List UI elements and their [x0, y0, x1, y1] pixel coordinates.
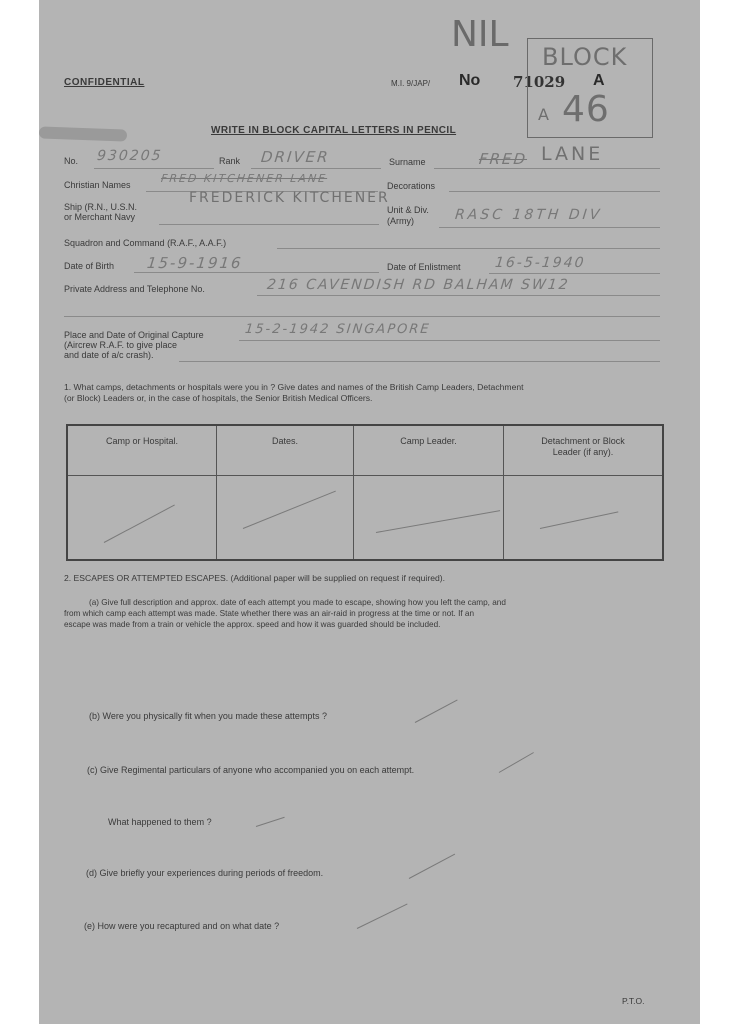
capture-label: Place and Date of Original Capture [64, 330, 204, 340]
no-label: No. [64, 156, 79, 166]
pencil-dash [104, 505, 175, 543]
pencil-dash [540, 511, 618, 529]
dob-value: 15-9-1916 [146, 254, 244, 272]
pencil-dash [256, 817, 285, 827]
camp-cell [67, 476, 217, 561]
address-rule [257, 295, 660, 296]
pencil-dash [409, 854, 455, 879]
squadron-label: Squadron and Command (R.A.F., A.A.F.) [64, 238, 227, 248]
question-c: (c) Give Regimental particulars of anyone who accompanied you on each attempt. [87, 765, 415, 775]
decorations-rule [449, 191, 660, 192]
question-d: (d) Give briefly your experiences during periods of freedom. [86, 868, 324, 878]
surname-struck: FRED [478, 150, 529, 168]
serial-number: 71029 [513, 73, 566, 91]
squadron-rule [277, 248, 660, 249]
section2-a-line2: from which camp each attempt was made. State whether there was an air-raid in progress at the time or not. If an [64, 609, 475, 618]
camp-leader-cell [354, 476, 504, 561]
question-e: (e) How were you recaptured and on what date ? [84, 921, 280, 931]
enlistment-rule [489, 273, 660, 274]
detachment-cell [504, 476, 664, 561]
address-rule-2 [64, 316, 660, 317]
christian-names-value: FREDERICK KITCHENER [189, 190, 390, 206]
section1-question-line2: (or Block) Leaders or, in the case of hospitals, the Senior British Medical Officers. [64, 393, 373, 403]
surname-label: Surname [389, 157, 426, 167]
column-camp-or-hospital: Camp or Hospital. [67, 425, 217, 476]
stamp-block-text: BLOCK [542, 43, 628, 71]
detachment-header-line2: Leader (if any). [552, 447, 614, 457]
pencil-dash [376, 510, 500, 533]
stamp-block-letter: A [538, 105, 550, 124]
block-capitals-instruction: WRITE IN BLOCK CAPITAL LETTERS IN PENCIL [211, 125, 457, 136]
block-stamp [527, 38, 653, 138]
dob-label: Date of Birth [64, 261, 115, 271]
surname-rule [434, 168, 660, 169]
pto-label: P.T.O. [622, 996, 645, 1006]
pencil-dash [415, 700, 458, 723]
capture-value: 15-2-1942 SINGAPORE [244, 322, 432, 337]
number-label: No [459, 72, 481, 89]
detachment-header-line1: Detachment or Block [541, 436, 625, 446]
unit-label: Unit & Div. [387, 205, 429, 215]
form-page [39, 0, 700, 1024]
surname-value: LANE [541, 143, 604, 165]
unit-label-line2: (Army) [387, 216, 414, 226]
rank-label: Rank [219, 156, 241, 166]
stamp-number: 46 [562, 89, 610, 130]
unit-value: RASC 18TH DIV [454, 207, 604, 223]
address-value: 216 CAVENDISH RD BALHAM SW12 [266, 277, 571, 293]
question-b: (b) Were you physically fit when you made these attempts ? [89, 711, 327, 721]
table-row [67, 476, 663, 561]
capture-label-line3: and date of a/c crash). [64, 350, 154, 360]
section2-title: 2. ESCAPES OR ATTEMPTED ESCAPES. (Additional paper will be supplied on request if required). [64, 573, 445, 583]
column-camp-leader: Camp Leader. [354, 425, 504, 476]
camps-table-header [67, 425, 663, 476]
camps-table [66, 424, 664, 561]
binding-string [39, 126, 127, 141]
section2-a-line1: (a) Give full description and approx. date of each attempt you made to escape, showing how you left the camp, and [89, 598, 506, 607]
enlistment-value: 16-5-1940 [494, 255, 587, 271]
ship-label-line2: or Merchant Navy [64, 212, 136, 222]
decorations-label: Decorations [387, 181, 436, 191]
capture-label-line2: (Aircrew R.A.F. to give place [64, 340, 178, 350]
capture-rule [239, 340, 660, 341]
pencil-dash [499, 752, 534, 773]
no-rule [94, 168, 214, 169]
section2-a-line3: escape was made from a train or vehicle the approx. speed and how it was guarded should be included. [64, 620, 441, 629]
section1-question: 1. What camps, detachments or hospitals were you in ? Give dates and names of the British Camp Leaders, Detachment [64, 382, 524, 392]
dob-rule [134, 272, 379, 273]
enlistment-label: Date of Enlistment [387, 262, 461, 272]
nil-annotation: NIL [451, 14, 509, 55]
rank-rule [251, 168, 381, 169]
question-c-followup: What happened to them ? [108, 817, 212, 827]
pencil-dash [357, 904, 408, 929]
dates-cell [217, 476, 354, 561]
ship-label: Ship (R.N., U.S.N. [64, 202, 138, 212]
confidential-label: CONFIDENTIAL [64, 77, 145, 88]
pencil-dash [243, 491, 336, 529]
christian-names-struck: FRED KITCHENER LANE [160, 172, 328, 185]
capture-rule-2 [179, 361, 660, 362]
column-dates: Dates. [217, 425, 354, 476]
unit-rule [439, 227, 660, 228]
serial-suffix: A [593, 72, 605, 89]
christian-names-label: Christian Names [64, 180, 131, 190]
ship-rule [159, 224, 379, 225]
rank-value: DRIVER [260, 148, 331, 166]
column-detachment-leader [504, 425, 664, 476]
address-label: Private Address and Telephone No. [64, 284, 205, 294]
no-value: 930205 [96, 148, 164, 164]
form-reference: M.I. 9/JAP/ [391, 79, 431, 88]
